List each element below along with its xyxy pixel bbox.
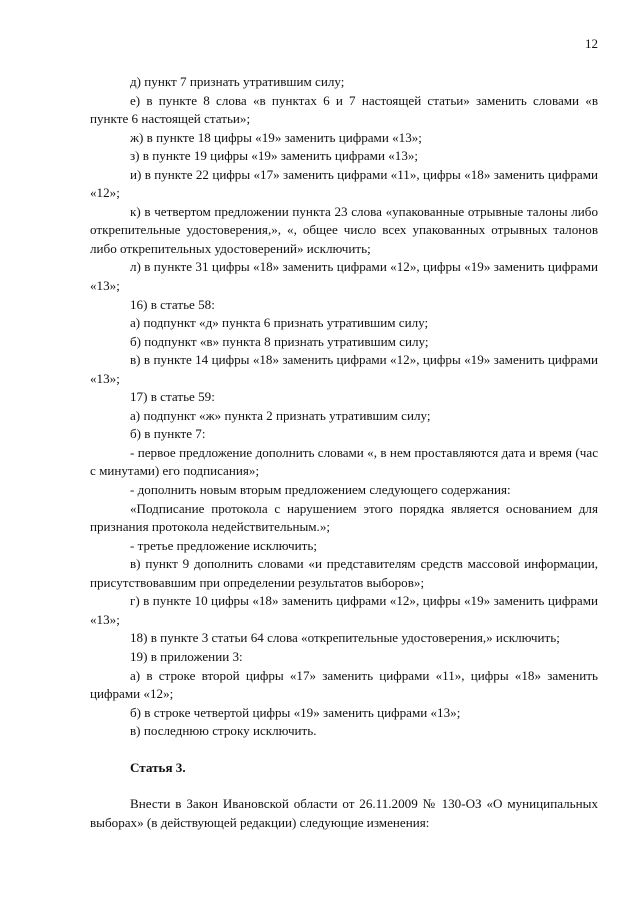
paragraph: г) в пункте 10 цифры «18» заменить цифрами «12», цифры «19» заменить цифрами «13»; bbox=[90, 593, 598, 627]
paragraph: б) в строке четвертой цифры «19» заменить цифрами «13»; bbox=[130, 704, 461, 720]
section-spacer bbox=[90, 741, 598, 759]
paragraph: «Подписание протокола с нарушением этого порядка является основанием для признания протокола недействительным.»; bbox=[90, 500, 598, 535]
paragraph: в) в пункте 14 цифры «18» заменить цифрами «12», цифры «19» заменить цифрами «13»; bbox=[90, 352, 598, 386]
paragraph: е) в пункте 8 слова «в пунктах 6 и 7 настоящей статьи» заменить словами «в пункте 6 настоящей статьи»; bbox=[90, 92, 598, 127]
section-spacer bbox=[90, 777, 598, 795]
paragraph: в) пункт 9 дополнить словами «и представителям средств массовой информации, присутствовавшим при определении результатов выборов»; bbox=[90, 556, 598, 590]
paragraph: ж) в пункте 18 цифры «19» заменить цифрами «13»; bbox=[130, 129, 422, 145]
paragraph: д) пункт 7 признать утратившим силу; bbox=[130, 74, 345, 89]
paragraph: и) в пункте 22 цифры «17» заменить цифрами «11», цифры «18» заменить цифрами «12»; bbox=[90, 166, 598, 201]
paragraph: л) в пункте 31 цифры «18» заменить цифрами «12», цифры «19» заменить цифрами «13»; bbox=[90, 259, 598, 294]
paragraph: б) в пункте 7: bbox=[130, 426, 206, 442]
article-heading: Статья 3. bbox=[130, 759, 186, 775]
page-number: 12 bbox=[585, 36, 598, 51]
paragraph: 16) в статье 58: bbox=[130, 296, 215, 312]
paragraph: а) подпункт «ж» пункта 2 признать утратившим силу; bbox=[130, 407, 431, 423]
document-body bbox=[90, 73, 598, 832]
paragraph: 18) в пункте 3 статьи 64 слова «открепительные удостоверения,» исключить; bbox=[130, 630, 560, 646]
paragraph: - третье предложение исключить; bbox=[130, 537, 317, 553]
paragraph: 19) в приложении 3: bbox=[130, 648, 243, 664]
paragraph: а) в строке второй цифры «17» заменить цифрами «11», цифры «18» заменить цифрами «12»; bbox=[90, 667, 598, 702]
paragraph: б) подпункт «в» пункта 8 признать утратившим силу; bbox=[130, 333, 429, 349]
paragraph: 17) в статье 59: bbox=[130, 389, 215, 405]
paragraph: з) в пункте 19 цифры «19» заменить цифрами «13»; bbox=[130, 148, 419, 164]
paragraph: а) подпункт «д» пункта 6 признать утратившим силу; bbox=[130, 315, 429, 331]
paragraph: - первое предложение дополнить словами «, в нем проставляются дата и время (час с минутами) его подписания»; bbox=[90, 444, 598, 479]
paragraph: - дополнить новым вторым предложением следующего содержания: bbox=[130, 482, 511, 498]
paragraph: к) в четвертом предложении пункта 23 слова «упакованные отрывные талоны либо открепительные удостоверения,», «, общее число всех упакованных отрывных талонов либо открепительных удостоверений» исключить; bbox=[90, 203, 598, 256]
paragraph: в) последнюю строку исключить. bbox=[130, 723, 317, 739]
paragraph: Внести в Закон Ивановской области от 26.11.2009 № 130-ОЗ «О муниципальных выборах» (в действующей редакции) следующие изменения: bbox=[90, 796, 598, 830]
